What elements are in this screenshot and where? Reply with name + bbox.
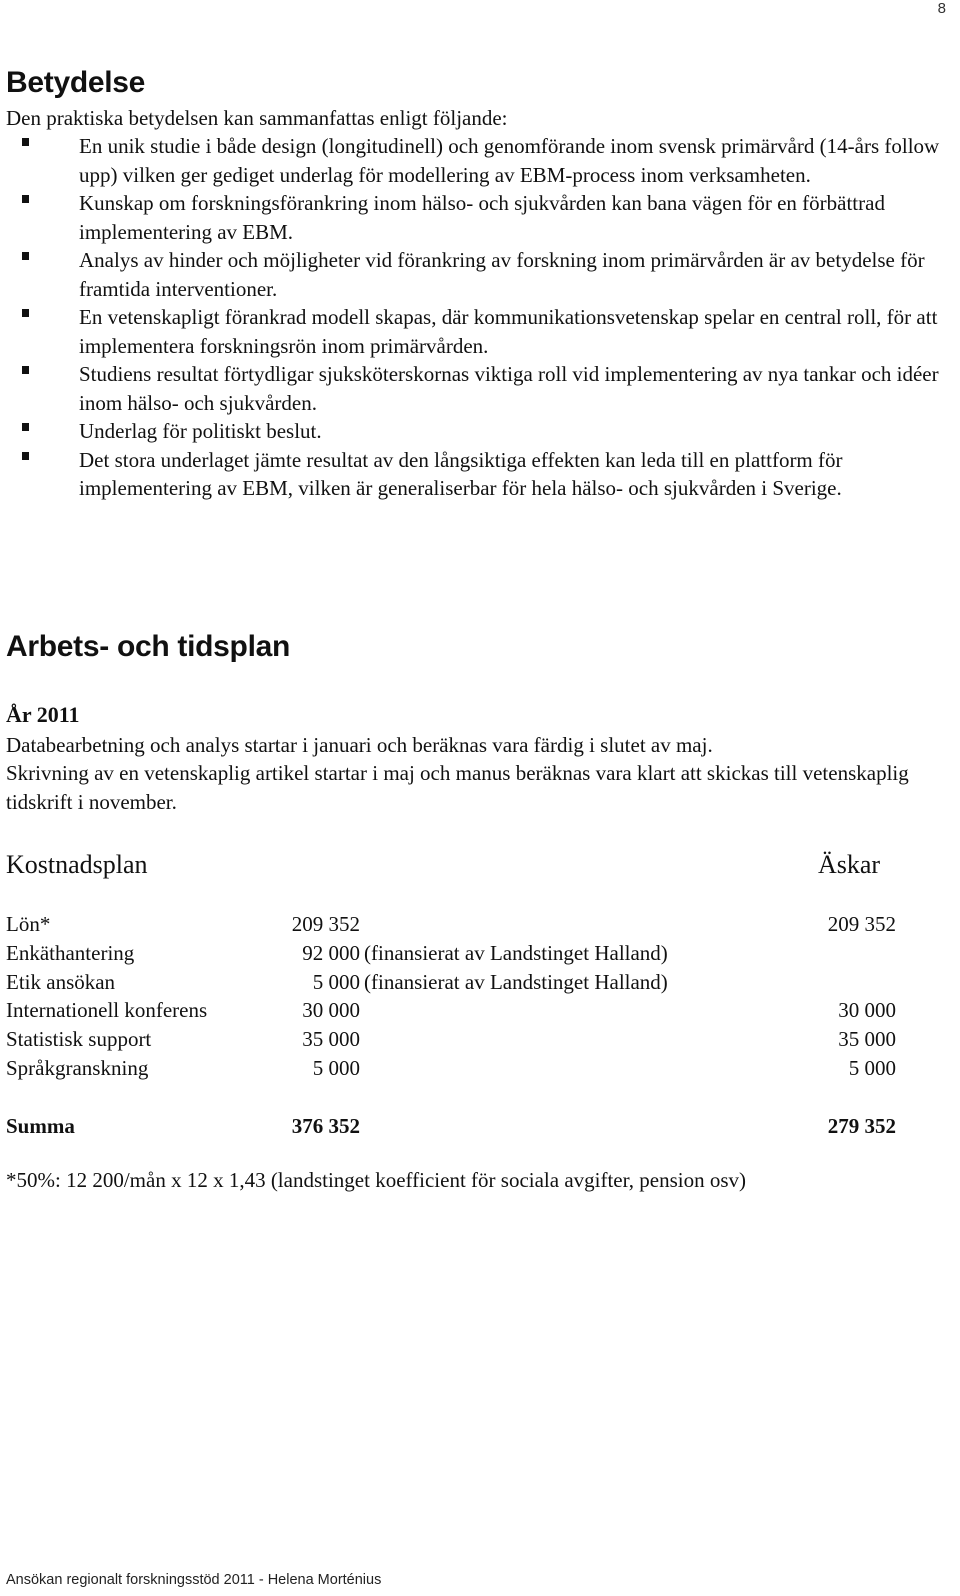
cost-askar: 209 352 bbox=[827, 912, 896, 936]
list-item-text: En vetenskapligt förankrad modell skapas, där kommunikationsvetenskap spelar en central roll, för att implementera forskningsrön inom primärvården. bbox=[79, 305, 938, 358]
list-item-text: Analys av hinder och möjligheter vid förankring av forskning inom primärvården är av betydelse för framtida interventioner. bbox=[79, 248, 925, 301]
cost-note: (finansierat av Landstinget Halland) bbox=[364, 969, 668, 994]
askar-heading: Äskar bbox=[818, 850, 881, 879]
plan-text-2: Skrivning av en vetenskaplig artikel startar i maj och manus beräknas vara klart att skickas till vetenskaplig tidskrift i november. bbox=[6, 761, 909, 814]
list-item bbox=[6, 303, 946, 360]
cost-amount: 209 352 bbox=[291, 912, 360, 936]
table-row bbox=[6, 910, 906, 939]
cost-amount: 35 000 bbox=[302, 1027, 360, 1052]
table-row bbox=[6, 1025, 906, 1054]
footnote: *50%: 12 200/mån x 12 x 1,43 (landstinget koefficient för sociala avgifter, pension osv) bbox=[6, 1168, 747, 1192]
list-item-text: Kunskap om forskningsförankring inom hälso- och sjukvården kan bana vägen för en förbättrad implementering av EBM. bbox=[79, 191, 885, 244]
list-item bbox=[6, 189, 946, 246]
cost-amount: 5 000 bbox=[312, 969, 360, 994]
page-footer: Ansökan regionalt forskningsstöd 2011 - Helena Morténius bbox=[6, 1572, 382, 1588]
square-bullet-icon bbox=[22, 366, 29, 374]
cost-label: Språkgranskning bbox=[6, 1055, 149, 1080]
list-item-text: En unik studie i både design (longitudinell) och genomförande inom svensk primärvård (14-års follow upp) vilken ger gediget underlag för modellering av EBM-process inom verksamheten. bbox=[79, 134, 940, 187]
year-heading: År 2011 bbox=[6, 702, 80, 727]
sum-row bbox=[6, 1111, 906, 1141]
list-item-text: Underlag för politiskt beslut. bbox=[79, 419, 322, 443]
plan-text-1: Databearbetning och analys startar i januari och beräknas vara färdig i slutet av maj. bbox=[6, 733, 713, 757]
sum-label: Summa bbox=[6, 1114, 75, 1138]
square-bullet-icon bbox=[22, 309, 29, 317]
cost-askar: 5 000 bbox=[848, 1055, 896, 1080]
list-item-text: Studiens resultat förtydligar sjuksköterskornas viktiga roll vid implementering av nya tankar och idéer inom hälso- och sjukvården. bbox=[79, 362, 939, 415]
list-item bbox=[6, 246, 946, 303]
cost-label: Internationell konferens bbox=[6, 998, 208, 1023]
cost-label: Etik ansökan bbox=[6, 969, 116, 994]
cost-amount: 92 000 bbox=[302, 940, 360, 965]
square-bullet-icon bbox=[22, 452, 29, 460]
square-bullet-icon bbox=[22, 423, 29, 431]
list-item bbox=[6, 132, 946, 189]
cost-table bbox=[6, 910, 906, 1083]
square-bullet-icon bbox=[22, 252, 29, 260]
cost-amount: 5 000 bbox=[312, 1055, 360, 1080]
cost-label: Statistisk support bbox=[6, 1027, 152, 1052]
bullet-list bbox=[6, 132, 946, 503]
list-item-text: Det stora underlaget jämte resultat av den långsiktiga effekten kan leda till en plattform för implementering av EBM, vilken är generaliserbar för hela hälso- och sjukvården i Sverige. bbox=[79, 447, 843, 500]
table-row bbox=[6, 996, 906, 1025]
list-item bbox=[6, 417, 946, 446]
table-row bbox=[6, 968, 906, 997]
table-row bbox=[6, 939, 906, 968]
cost-label: Lön* bbox=[6, 912, 51, 936]
section-heading-betydelse: Betydelse bbox=[6, 66, 146, 99]
list-item bbox=[6, 446, 946, 503]
square-bullet-icon bbox=[22, 138, 29, 146]
section-heading-plan: Arbets- och tidsplan bbox=[6, 630, 291, 663]
sum-amount: 376 352 bbox=[291, 1114, 360, 1138]
intro-text: Den praktiska betydelsen kan sammanfattas enligt följande: bbox=[6, 106, 508, 130]
square-bullet-icon bbox=[22, 195, 29, 203]
sum-askar: 279 352 bbox=[827, 1114, 896, 1138]
page-number: 8 bbox=[937, 0, 946, 17]
cost-askar: 35 000 bbox=[838, 1027, 896, 1052]
cost-amount: 30 000 bbox=[302, 998, 360, 1023]
cost-askar: 30 000 bbox=[838, 998, 896, 1023]
list-item bbox=[6, 360, 946, 417]
cost-heading: Kostnadsplan bbox=[6, 850, 148, 879]
cost-label: Enkäthantering bbox=[6, 940, 135, 965]
table-row bbox=[6, 1054, 906, 1083]
cost-note: (finansierat av Landstinget Halland) bbox=[364, 940, 668, 965]
